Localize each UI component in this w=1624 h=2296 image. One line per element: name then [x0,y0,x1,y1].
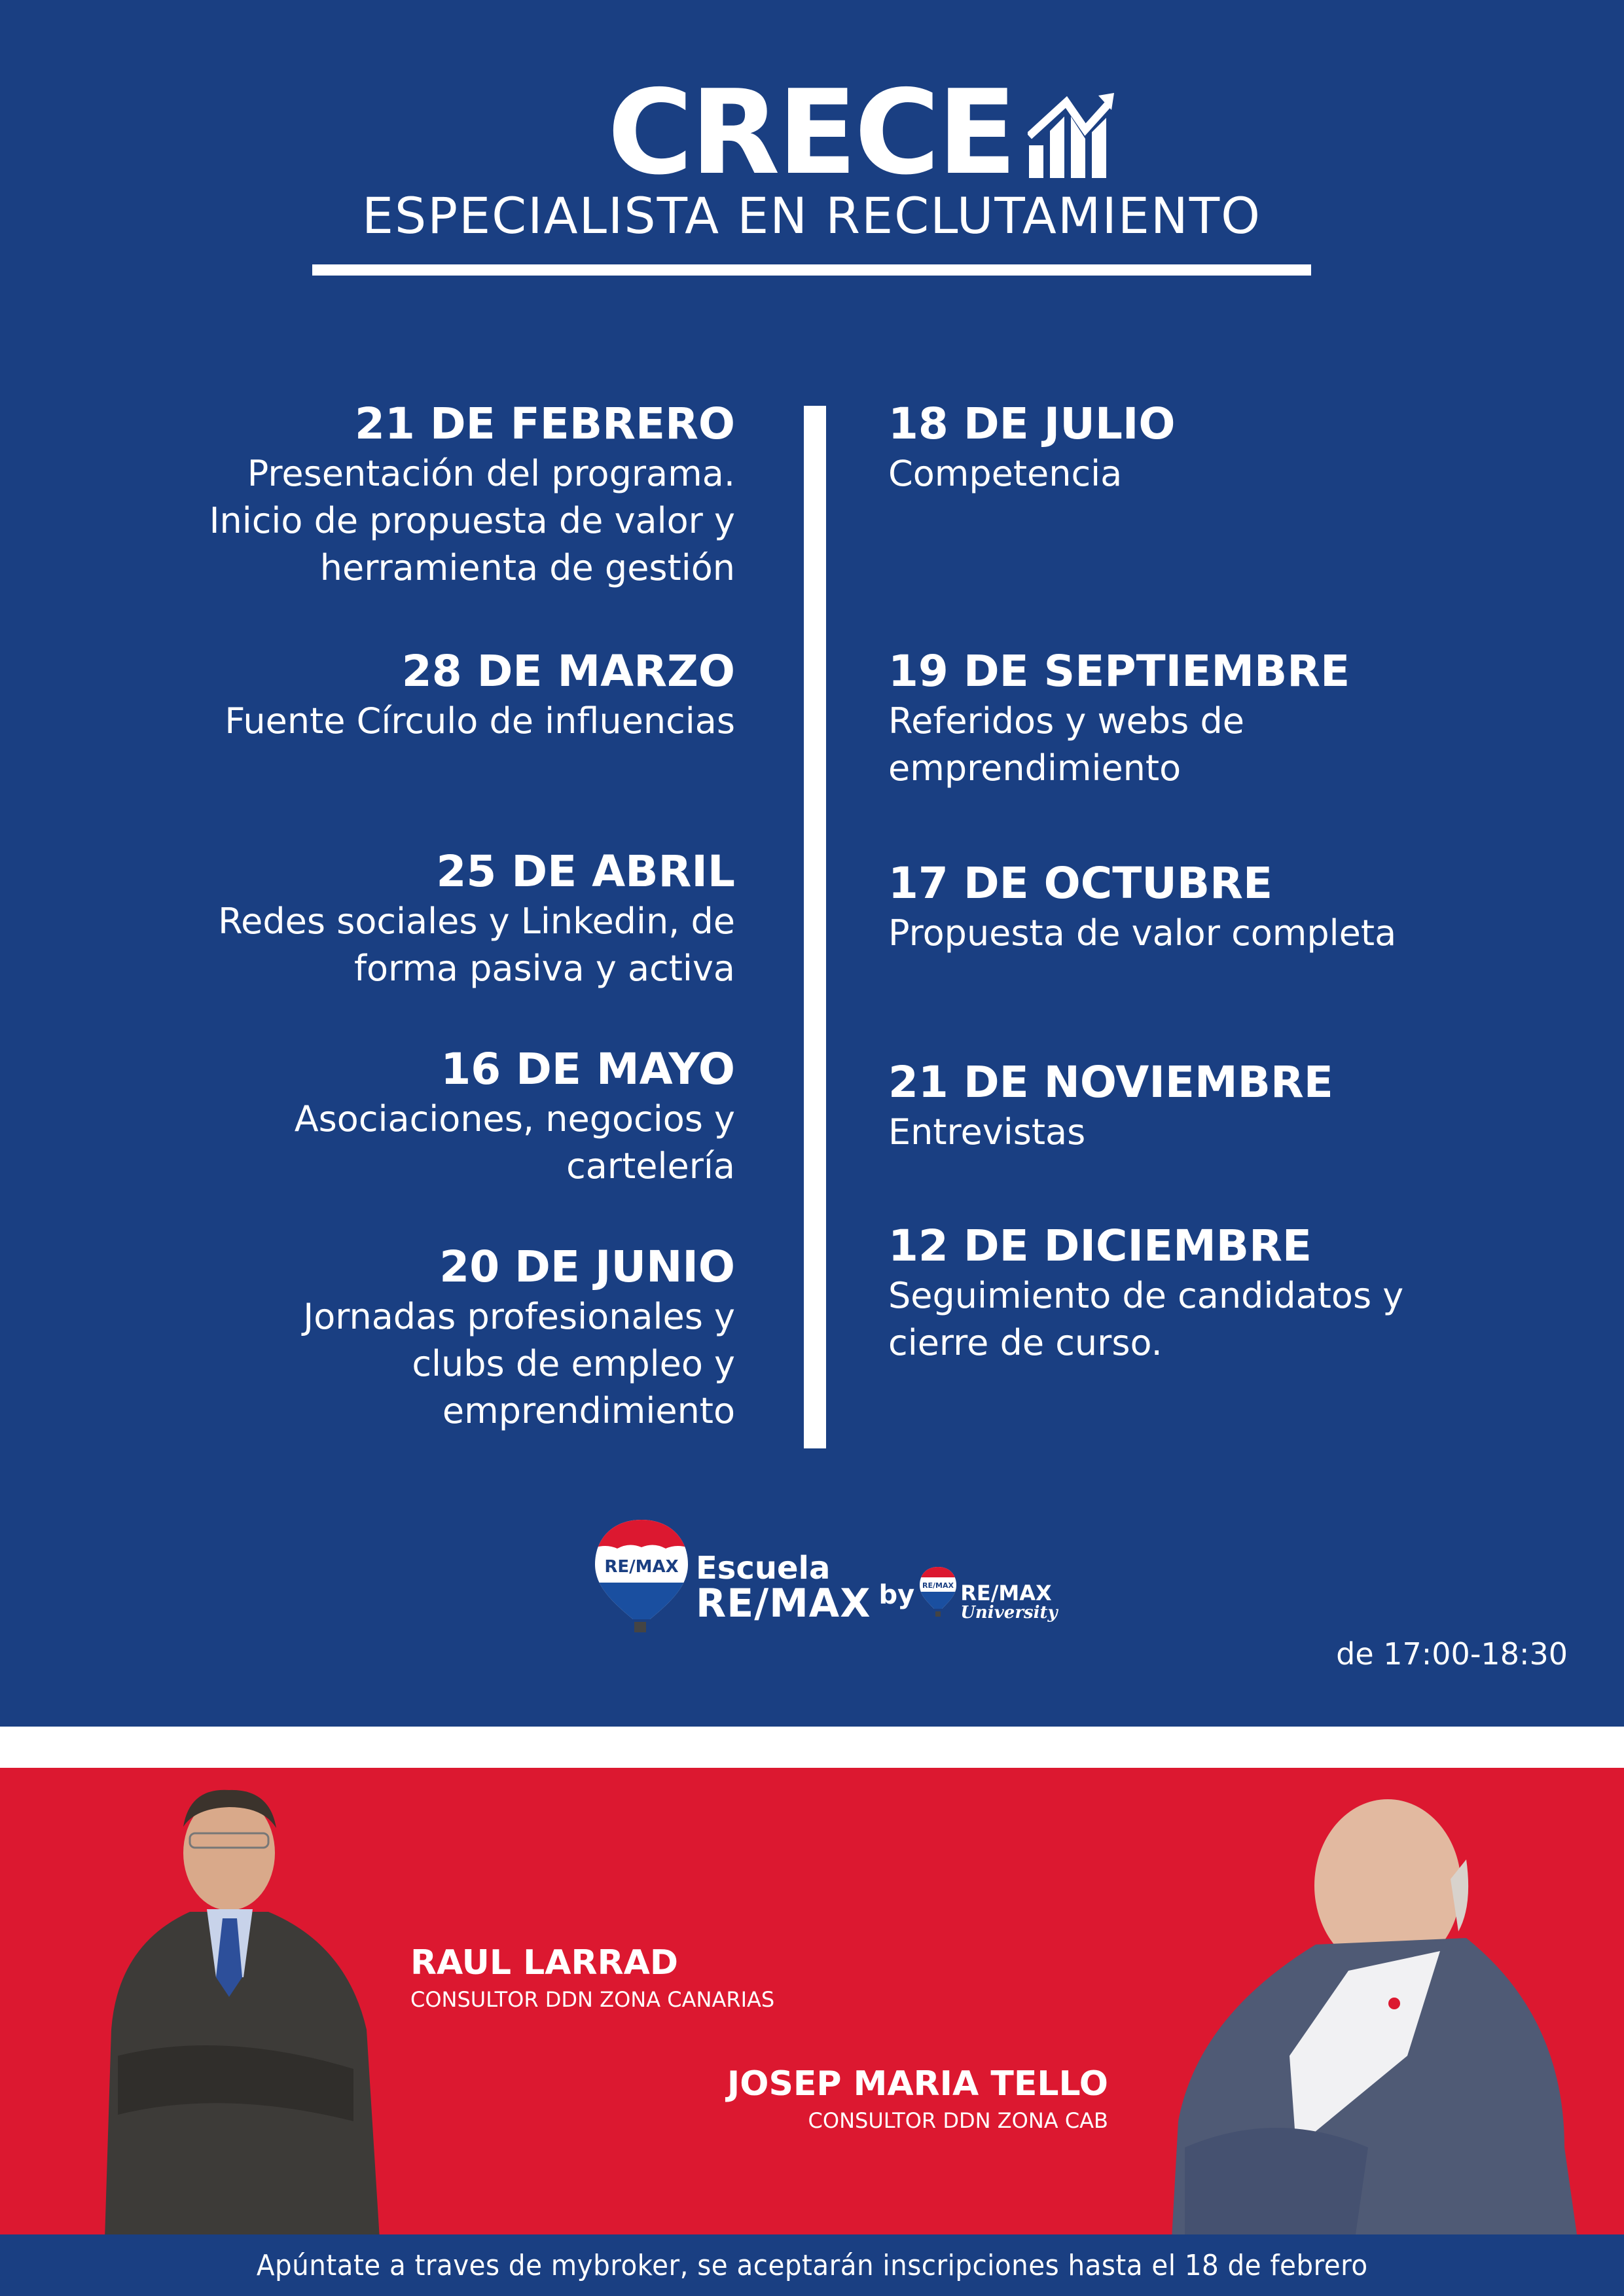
timeline-event [888,1056,1595,1156]
event-date: 28 DE MARZO [401,646,735,696]
timeline-event [81,398,735,592]
event-date: 21 DE FEBRERO [355,399,735,449]
speaker-name: JOSEP MARIA TELLO [727,2064,1108,2104]
timeline-event [81,645,735,745]
speaker-role: CONSULTOR DDN ZONA CAB [808,2108,1108,2133]
speaker-photo-raul-larrad [92,1781,393,2234]
event-description: Redes sociales y Linkedin, de forma pasiva y activa [218,901,735,989]
timeline-event [888,1220,1595,1367]
event-date: 16 DE MAYO [441,1044,735,1094]
speaker-role: CONSULTOR DDN ZONA CANARIAS [410,1987,775,2012]
event-date: 25 DE ABRIL [436,846,735,897]
event-description: Asociaciones, negocios y cartelería [294,1098,735,1187]
event-date: 21 DE NOVIEMBRE [888,1057,1333,1107]
speaker-name: RAUL LARRAD [410,1943,679,1982]
timeline-event [888,398,1595,497]
timeline-divider [804,406,826,1448]
header-underline [312,264,1311,276]
event-description: Presentación del programa. Inicio de propuesta de valor y herramienta de gestión [209,453,735,588]
event-description: Propuesta de valor completa [888,912,1397,954]
growth-chart-icon [1028,93,1114,178]
timeline-event [888,645,1595,792]
brand-header [607,65,1114,200]
logo-wordmark: Escuela RE/MAX [696,1550,871,1626]
event-description: Referidos y webs de emprendimiento [888,700,1244,789]
event-description: Fuente Círculo de influencias [225,700,735,742]
event-description: Competencia [888,453,1123,494]
timeline-event [81,846,735,992]
remax-university-wordmark: RE/MAX University [960,1581,1058,1623]
remax-university-balloon-icon [918,1566,958,1622]
timeline-event [81,1043,735,1190]
event-description: Seguimiento de candidatos y cierre de curso. [888,1275,1404,1363]
timeline-event [888,857,1595,957]
escuela-remax-logo: RE/MAX Escuela RE/MAX by RE/MAX RE/MAX University [592,1517,1058,1634]
event-description: Entrevistas [888,1111,1086,1153]
registration-footer [0,2234,1624,2296]
speaker-photo-josep-maria-tello [1159,1781,1578,2234]
event-date: 17 DE OCTUBRE [888,858,1273,908]
event-date: 18 DE JULIO [888,399,1176,449]
registration-note: Apúntate a traves de mybroker, se aceptarán inscripciones hasta el 18 de febrero [256,2248,1368,2282]
event-date: 12 DE DICIEMBRE [888,1221,1312,1271]
schedule-time: de 17:00-18:30 [1336,1636,1568,1672]
svg-text:RE/MAX: RE/MAX [922,1581,954,1590]
timeline-event [81,1241,735,1435]
subtitle: ESPECIALISTA EN RECLUTAMIENTO [362,187,1261,245]
event-date: 20 DE JUNIO [439,1242,735,1292]
speakers-panel [0,1768,1624,2234]
brand-title: CRECE [607,65,1015,200]
separator-band [0,1727,1624,1768]
svg-text:RE/MAX: RE/MAX [604,1557,679,1577]
event-date: 19 DE SEPTIEMBRE [888,646,1350,696]
event-description: Jornadas profesionales y clubs de empleo y emprendimiento [303,1296,735,1431]
remax-balloon-icon [592,1517,691,1634]
